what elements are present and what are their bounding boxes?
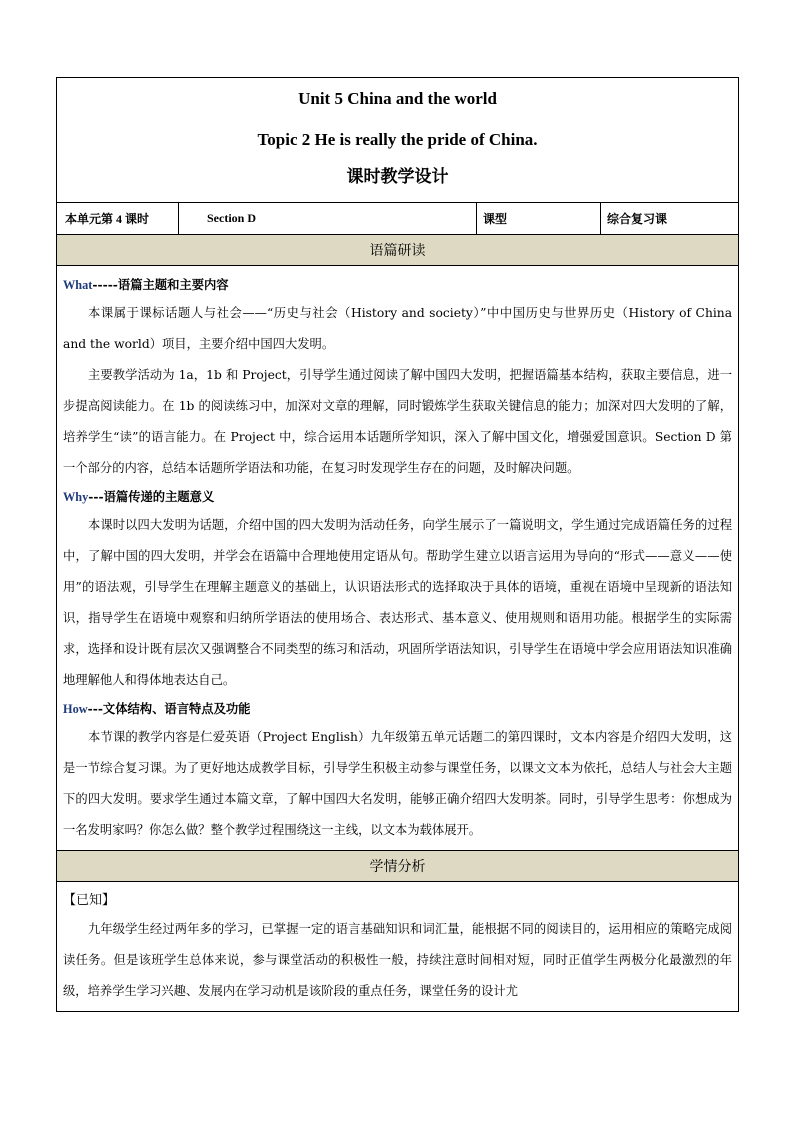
unit-title: Unit 5 China and the world (298, 89, 497, 108)
topic-title: Topic 2 He is really the pride of China. (257, 130, 538, 149)
section-name: Section D (179, 203, 477, 235)
section-heading-student-analysis: 学情分析 (57, 851, 739, 882)
why-paragraph: 本课时以四大发明为话题，介绍中国的四大发明为活动任务，向学生展示了一篇说明文，学生通过完成语篇任务的过程中，了解中国的四大发明，并学会在语篇中合理地使用定语从句。帮助学生建立以语言运用为导向的“形式——意义——使用”的语法观，引导学生在理解主题意义的基础上，认识语法形式的选择取决于具体的语境，重视在语境中呈现新的语法知识，指导学生在语境中观察和归纳所学语法的使用场合、表达形式、基本意义、使用规则和语用功能。根据学生的实际需求，选择和设计既有层次又强调整合不同类型的练习和活动，巩固所学语法知识，引导学生在语境中学会应用语法知识准确地理解他人和得体地表达自己。 (63, 518, 733, 687)
what-label: What-----语篇主题和主要内容 (63, 277, 229, 292)
how-label: How---文体结构、语言特点及功能 (63, 701, 251, 716)
what-paragraph-2: 主要教学活动为 1a，1b 和 Project，引导学生通过阅读了解中国四大发明，把握语篇基本结构，获取主要信息，进一步提高阅读能力。在 1b 的阅读练习中，加深对文章的理解，同时锻炼学生获取关键信息的能力；加深对四大发明的了解，培养学生“读”的语言能力。在 Project 中，综合运用本话题所学知识，深入了解中国文化，增强爱国意识。Section D 第一个部分的内容，总结本话题所学语法和功能，在复习时发现学生存在的问题，及时解决问题。 (63, 368, 733, 475)
type-label: 课型 (477, 203, 601, 235)
info-row (57, 203, 739, 235)
known-label: 【已知】 (63, 893, 116, 908)
why-label: Why---语篇传递的主题意义 (63, 489, 215, 504)
lesson-plan-table (56, 77, 739, 1012)
known-paragraph: 九年级学生经过两年多的学习，已掌握一定的语言基础知识和词汇量，能根据不同的阅读目的，运用相应的策略完成阅读任务。但是该班学生总体来说，参与课堂活动的积极性一般，持续注意时间相对短，同时正值学生两极分化最激烈的年级，培养学生学习兴趣、发展内在学习动机是该阶段的重点任务，课堂任务的设计尤 (63, 922, 733, 998)
section-heading-text-study: 语篇研读 (57, 235, 739, 266)
type-value: 综合复习课 (601, 203, 739, 235)
lesson-number: 本单元第 4 课时 (57, 203, 179, 235)
text-study-content (57, 266, 739, 851)
how-paragraph: 本节课的教学内容是仁爱英语（Project English）九年级第五单元话题二的第四课时，文本内容是介绍四大发明，这是一节综合复习课。为了更好地达成教学目标，引导学生积极主动参与课堂任务，以课文文本为依托，总结人与社会大主题下的四大发明。要求学生通过本篇文章，了解中国四大名发明，能够正确介绍四大发明茶。同时，引导学生思考：你想成为一名发明家吗？你怎么做？整个教学过程围绕这一主线，以文本为载体展开。 (63, 730, 733, 837)
title-block (57, 78, 739, 203)
student-analysis-content (57, 882, 739, 1012)
what-paragraph-1: 本课属于课标话题人与社会——“历史与社会（History and society）”中中国历史与世界历史（History of China and the world）项目，主要介绍中国四大发明。 (63, 306, 733, 351)
design-subtitle: 课时教学设计 (346, 167, 449, 187)
